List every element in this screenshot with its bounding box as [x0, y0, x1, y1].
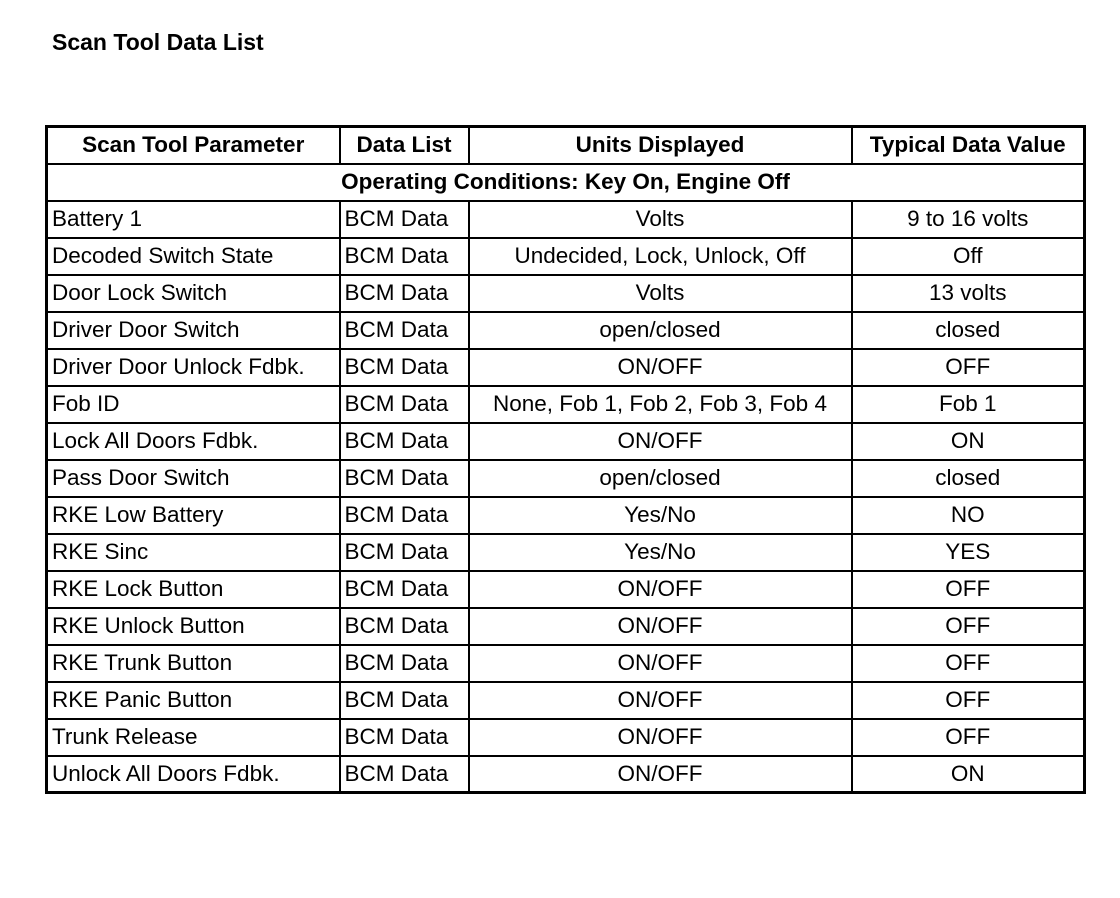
units-cell: ON/OFF: [469, 645, 852, 682]
table-row: [47, 238, 1085, 275]
typical-value-cell: Fob 1: [852, 386, 1085, 423]
parameter-cell: RKE Lock Button: [47, 571, 340, 608]
data-list-cell: BCM Data: [340, 608, 469, 645]
data-list-cell: BCM Data: [340, 386, 469, 423]
typical-value-cell: YES: [852, 534, 1085, 571]
parameter-cell: Lock All Doors Fdbk.: [47, 423, 340, 460]
data-list-cell: BCM Data: [340, 201, 469, 238]
parameter-cell: Trunk Release: [47, 719, 340, 756]
table-row: [47, 386, 1085, 423]
typical-value-cell: NO: [852, 497, 1085, 534]
parameter-cell: Door Lock Switch: [47, 275, 340, 312]
parameter-cell: RKE Unlock Button: [47, 608, 340, 645]
typical-value-cell: closed: [852, 312, 1085, 349]
data-list-cell: BCM Data: [340, 645, 469, 682]
units-cell: ON/OFF: [469, 756, 852, 793]
typical-value-cell: closed: [852, 460, 1085, 497]
units-cell: open/closed: [469, 460, 852, 497]
units-cell: ON/OFF: [469, 682, 852, 719]
units-cell: ON/OFF: [469, 571, 852, 608]
table-row: [47, 423, 1085, 460]
page-title: Scan Tool Data List: [52, 29, 264, 55]
column-header-data-list: Data List: [340, 127, 469, 164]
table-row: [47, 275, 1085, 312]
table-row: [47, 571, 1085, 608]
typical-value-cell: OFF: [852, 645, 1085, 682]
units-cell: Volts: [469, 275, 852, 312]
units-cell: Volts: [469, 201, 852, 238]
units-cell: None, Fob 1, Fob 2, Fob 3, Fob 4: [469, 386, 852, 423]
table-row: [47, 756, 1085, 793]
data-list-cell: BCM Data: [340, 238, 469, 275]
column-header-units: Units Displayed: [469, 127, 852, 164]
parameter-cell: RKE Sinc: [47, 534, 340, 571]
table-row: [47, 349, 1085, 386]
units-cell: ON/OFF: [469, 423, 852, 460]
typical-value-cell: OFF: [852, 608, 1085, 645]
parameter-cell: Driver Door Switch: [47, 312, 340, 349]
table-row: [47, 534, 1085, 571]
units-cell: Yes/No: [469, 534, 852, 571]
parameter-cell: Battery 1: [47, 201, 340, 238]
data-list-cell: BCM Data: [340, 682, 469, 719]
units-cell: open/closed: [469, 312, 852, 349]
typical-value-cell: OFF: [852, 682, 1085, 719]
data-list-cell: BCM Data: [340, 571, 469, 608]
typical-value-cell: 13 volts: [852, 275, 1085, 312]
table-row: [47, 312, 1085, 349]
parameter-cell: RKE Low Battery: [47, 497, 340, 534]
parameter-cell: Pass Door Switch: [47, 460, 340, 497]
data-list-cell: BCM Data: [340, 719, 469, 756]
typical-value-cell: ON: [852, 756, 1085, 793]
table-header-row: [47, 127, 1085, 164]
parameter-cell: Driver Door Unlock Fdbk.: [47, 349, 340, 386]
parameter-cell: Fob ID: [47, 386, 340, 423]
operating-conditions-label: Operating Conditions: Key On, Engine Off: [47, 164, 1085, 201]
table-row: [47, 682, 1085, 719]
table-row: [47, 719, 1085, 756]
table-row: [47, 460, 1085, 497]
parameter-cell: RKE Trunk Button: [47, 645, 340, 682]
typical-value-cell: OFF: [852, 571, 1085, 608]
table-row: [47, 608, 1085, 645]
units-cell: Undecided, Lock, Unlock, Off: [469, 238, 852, 275]
data-list-cell: BCM Data: [340, 756, 469, 793]
data-list-cell: BCM Data: [340, 534, 469, 571]
section-row: [47, 164, 1085, 201]
units-cell: ON/OFF: [469, 608, 852, 645]
units-cell: ON/OFF: [469, 719, 852, 756]
typical-value-cell: OFF: [852, 719, 1085, 756]
column-header-typical-value: Typical Data Value: [852, 127, 1085, 164]
data-list-cell: BCM Data: [340, 423, 469, 460]
table-row: [47, 497, 1085, 534]
parameter-cell: RKE Panic Button: [47, 682, 340, 719]
typical-value-cell: ON: [852, 423, 1085, 460]
scan-tool-data-table: [45, 125, 1086, 794]
data-list-cell: BCM Data: [340, 312, 469, 349]
table-row: [47, 645, 1085, 682]
units-cell: Yes/No: [469, 497, 852, 534]
parameter-cell: Unlock All Doors Fdbk.: [47, 756, 340, 793]
table-body: [47, 164, 1085, 793]
column-header-parameter: Scan Tool Parameter: [47, 127, 340, 164]
typical-value-cell: 9 to 16 volts: [852, 201, 1085, 238]
data-list-cell: BCM Data: [340, 349, 469, 386]
table-row: [47, 201, 1085, 238]
data-list-cell: BCM Data: [340, 275, 469, 312]
parameter-cell: Decoded Switch State: [47, 238, 340, 275]
data-list-cell: BCM Data: [340, 460, 469, 497]
typical-value-cell: OFF: [852, 349, 1085, 386]
units-cell: ON/OFF: [469, 349, 852, 386]
typical-value-cell: Off: [852, 238, 1085, 275]
data-list-cell: BCM Data: [340, 497, 469, 534]
